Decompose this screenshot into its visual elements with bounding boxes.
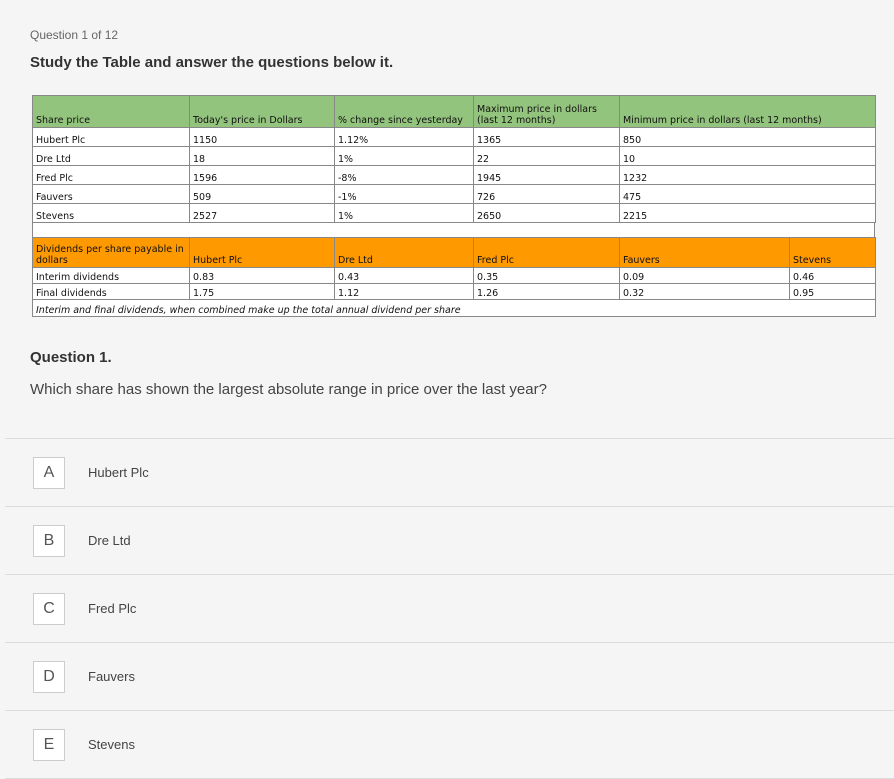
option-label: Dre Ltd [88,533,131,548]
table-row [33,284,876,300]
table-row [33,204,876,223]
table-cell: 1945 [474,166,620,185]
option-letter: E [33,729,65,761]
dividend-table [32,237,876,317]
option-label: Fauvers [88,669,135,684]
table-row [33,147,876,166]
table-header-cell: Fred Plc [474,238,620,268]
option-b[interactable] [5,506,894,574]
option-label: Stevens [88,737,135,752]
answer-options [5,438,894,779]
table-cell: 0.95 [790,284,876,300]
option-letter: A [33,457,65,489]
table-header-cell: Minimum price in dollars (last 12 months) [620,96,876,128]
table-cell: 10 [620,147,876,166]
table-cell: Stevens [33,204,190,223]
table-cell: Hubert Plc [33,128,190,147]
table-header-cell: Stevens [790,238,876,268]
table-row [33,268,876,284]
table-header-cell: % change since yesterday [335,96,474,128]
table-cell: 0.46 [790,268,876,284]
table-cell: 2215 [620,204,876,223]
table-cell: 0.43 [335,268,474,284]
table-cell: 0.83 [190,268,335,284]
table-header-cell: Today's price in Dollars [190,96,335,128]
option-d[interactable] [5,642,894,710]
table-cell: 1596 [190,166,335,185]
table-cell: 726 [474,185,620,204]
table-header-cell: Dividends per share payable in dollars [33,238,190,268]
table-header-cell: Share price [33,96,190,128]
table-cell: 509 [190,185,335,204]
table-cell: -1% [335,185,474,204]
table-cell: 18 [190,147,335,166]
option-label: Fred Plc [88,601,137,616]
table-cell: 1.12% [335,128,474,147]
table-spacer [32,223,875,237]
table-header-cell: Hubert Plc [190,238,335,268]
table-header-cell: Dre Ltd [335,238,474,268]
table-cell: Fauvers [33,185,190,204]
table-cell: 0.32 [620,284,790,300]
table-cell: 1365 [474,128,620,147]
data-table-image [32,95,875,317]
table-cell: Dre Ltd [33,147,190,166]
question-text: Which share has shown the largest absolute range in price over the last year? [30,381,547,398]
table-cell: 850 [620,128,876,147]
table-cell: 0.35 [474,268,620,284]
table-header-cell: Maximum price in dollars (last 12 months) [474,96,620,128]
table-cell: 2527 [190,204,335,223]
table-header-cell: Fauvers [620,238,790,268]
option-e[interactable] [5,710,894,779]
table-cell: 2650 [474,204,620,223]
table-cell: 1.26 [474,284,620,300]
question-label: Question 1. [30,349,112,366]
table-cell: 1.12 [335,284,474,300]
table-cell: 1150 [190,128,335,147]
table-header-row [33,238,876,268]
share-price-table [32,95,876,223]
table-row [33,166,876,185]
option-label: Hubert Plc [88,465,149,480]
table-cell: 475 [620,185,876,204]
table-cell: 1232 [620,166,876,185]
table-cell: 0.09 [620,268,790,284]
option-letter: B [33,525,65,557]
table-cell: 22 [474,147,620,166]
table-row [33,128,876,147]
option-c[interactable] [5,574,894,642]
table-cell: Fred Plc [33,166,190,185]
table-cell: -8% [335,166,474,185]
table-row [33,185,876,204]
option-a[interactable] [5,438,894,506]
instruction-heading: Study the Table and answer the questions below it. [30,54,394,71]
option-letter: C [33,593,65,625]
table-note: Interim and final dividends, when combined make up the total annual dividend per share [33,300,876,317]
table-header-row [33,96,876,128]
table-cell: Final dividends [33,284,190,300]
table-cell: 1% [335,147,474,166]
table-cell: 1.75 [190,284,335,300]
table-cell: Interim dividends [33,268,190,284]
table-cell: 1% [335,204,474,223]
option-letter: D [33,661,65,693]
table-row [33,300,876,317]
question-counter: Question 1 of 12 [30,28,119,42]
